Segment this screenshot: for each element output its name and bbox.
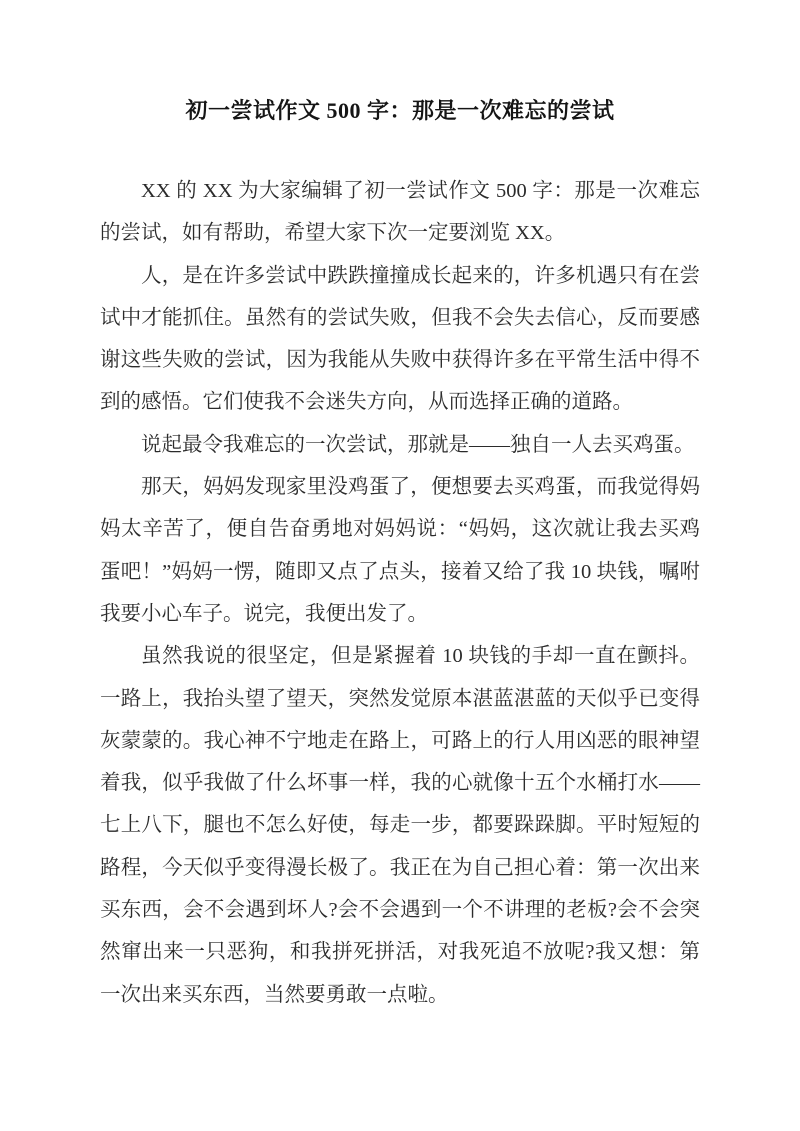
paragraph-memorable-try: 说起最令我难忘的一次尝试，那就是——独自一人去买鸡蛋。 — [141, 433, 695, 456]
paragraph-intro: XX 的 XX 为大家编辑了初一尝试作文 500 字：那是一次难忘的尝试，如有帮助，希望大家下次一定要浏览 XX。 — [100, 180, 700, 245]
document-body — [100, 170, 700, 1016]
document-title: 初一尝试作文 500 字：那是一次难忘的尝试 — [185, 98, 615, 123]
paragraph-on-the-road: 虽然我说的很坚定，但是紧握着 10 块钱的手却一直在颤抖。一路上，我抬头望了望天，突然发觉原本湛蓝湛蓝的天似乎已变得灰蒙蒙的。我心神不宁地走在路上，可路上的行人用凶恶的眼神望着我，似乎我做了什么坏事一样，我的心就像十五个水桶打水——七上八下，腿也不怎么好使，每走一步，都要跺跺脚。平时短短的路程，今天似乎变得漫长极了。我正在为自己担心着：第一次出来买东西，会不会遇到坏人?会不会遇到一个不讲理的老板?会不会突然窜出来一只恶狗，和我拼死拼活，对我死追不放呢?我又想：第一次出来买东西，当然要勇敢一点啦。 — [100, 645, 700, 1006]
paragraph-mom-errand: 那天，妈妈发现家里没鸡蛋了，便想要去买鸡蛋，而我觉得妈妈太辛苦了，便自告奋勇地对妈妈说：“妈妈，这次就让我去买鸡蛋吧！”妈妈一愣，随即又点了点头，接着又给了我 10 块钱，嘱咐我要小心车子。说完，我便出发了。 — [100, 476, 700, 625]
paragraph-growth: 人，是在许多尝试中跌跌撞撞成长起来的，许多机遇只有在尝试中才能抓住。虽然有的尝试失败，但我不会失去信心，反而要感谢这些失败的尝试，因为我能从失败中获得许多在平常生活中得不到的感悟。它们使我不会迷失方向，从而选择正确的道路。 — [100, 264, 700, 414]
